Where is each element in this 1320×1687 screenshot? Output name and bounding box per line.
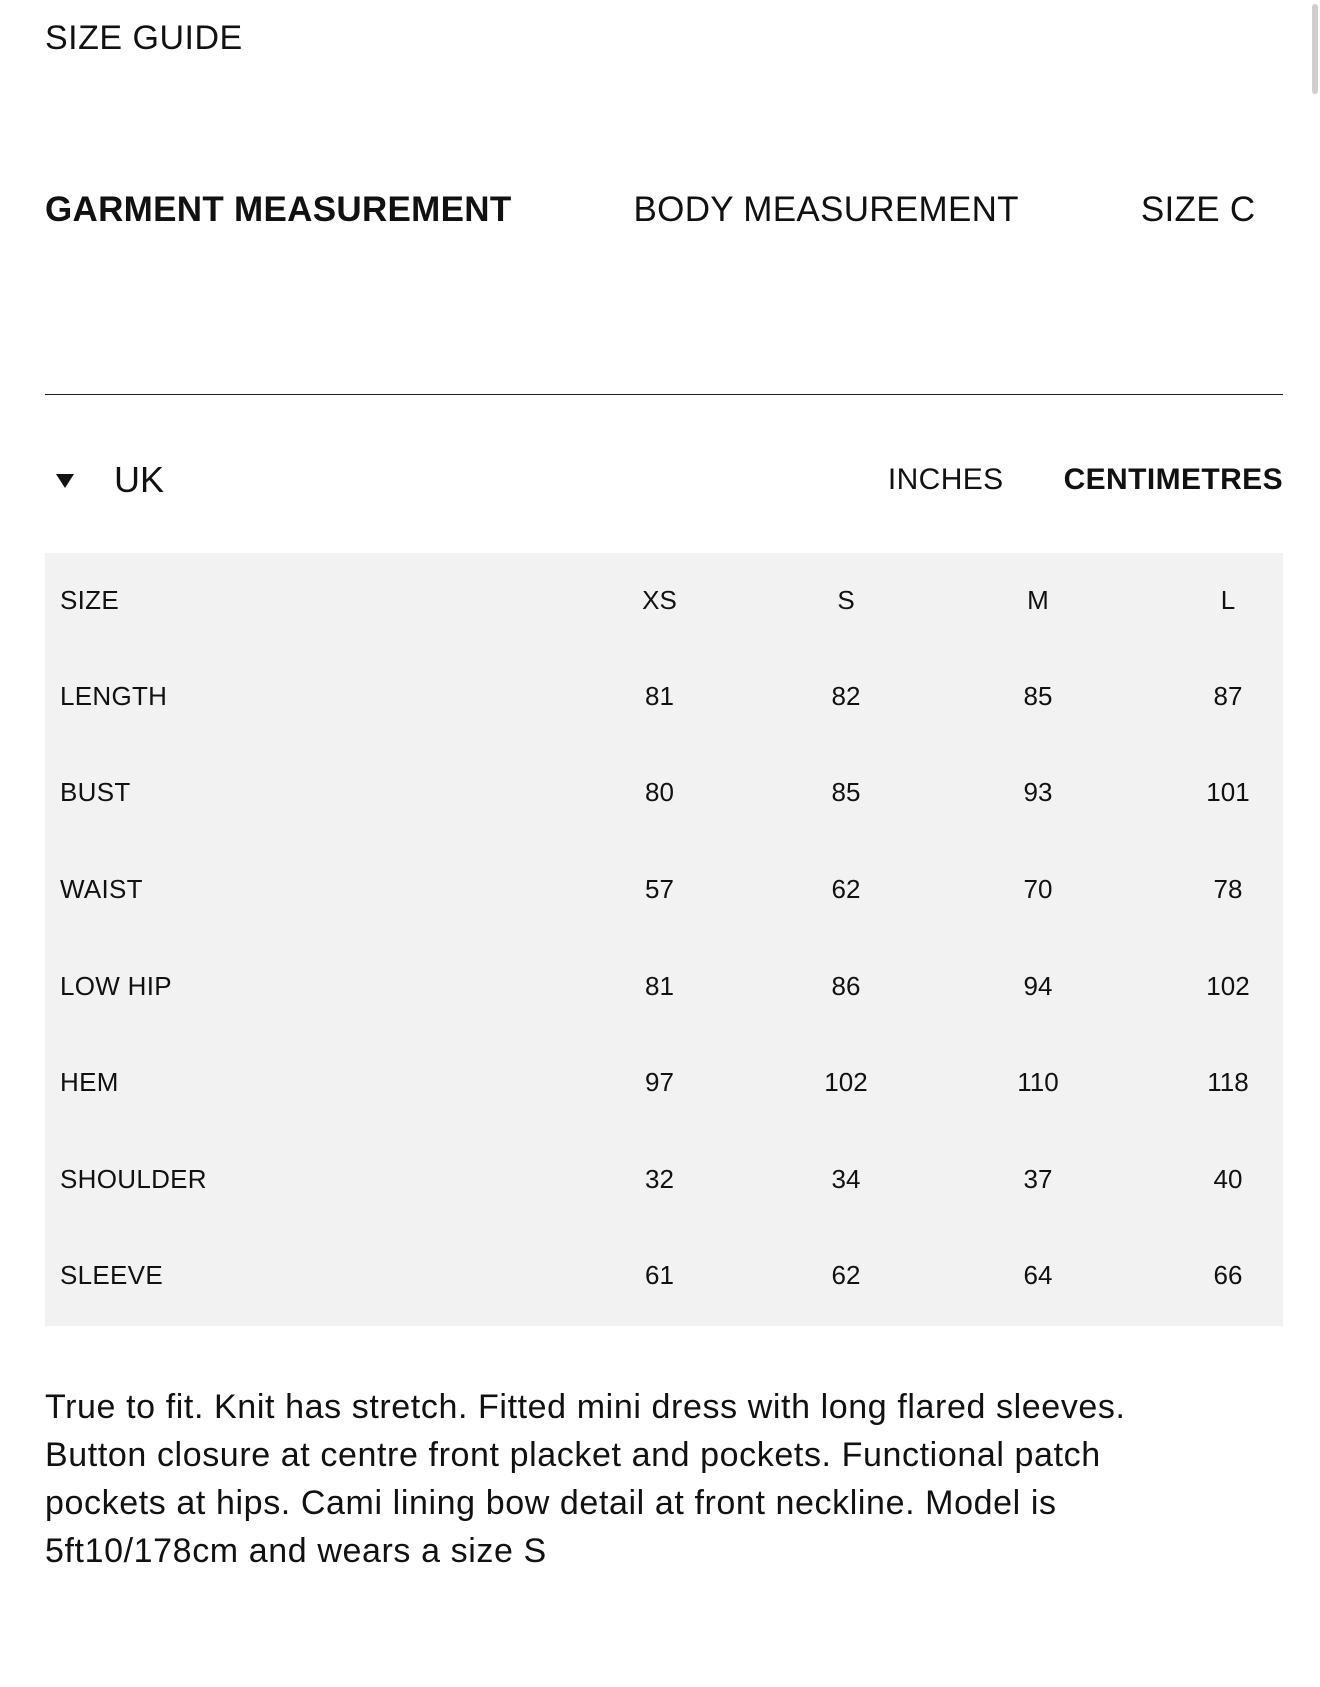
- table-cell: 81: [645, 680, 674, 711]
- table-row: [45, 745, 1283, 842]
- table-cell: 87: [1213, 680, 1243, 711]
- table-cell: 80: [645, 777, 674, 808]
- caret-down-icon: [56, 474, 74, 488]
- size-table: [45, 553, 1283, 1326]
- table-cell: 85: [1023, 680, 1053, 711]
- scrollbar-thumb[interactable]: [1312, 4, 1318, 94]
- table-cell: 94: [1023, 970, 1053, 1001]
- table-cell: 102: [824, 1067, 868, 1098]
- table-cell: 61: [645, 1260, 674, 1291]
- table-cell: 81: [645, 970, 674, 1001]
- table-cell: 102: [1206, 970, 1250, 1001]
- table-header-cell: XS: [642, 585, 677, 615]
- product-fit-description: True to fit. Knit has stretch. Fitted mini dress with long flared sleeves. Button closure at centre front placket and pockets. Functional patch pockets at hips. Cami lining bow detail at front neckline. Model is 5ft10/178cm and wears a size S: [45, 1388, 1126, 1570]
- row-label: WAIST: [60, 873, 143, 904]
- table-row: [45, 648, 1283, 745]
- unit-centimetres-button[interactable]: CENTIMETRES: [1063, 463, 1283, 496]
- tabs-divider: [45, 394, 1283, 395]
- unit-inches-button[interactable]: INCHES: [887, 463, 1004, 496]
- region-label: UK: [114, 459, 165, 500]
- table-header-cell: L: [1220, 585, 1236, 615]
- table-header-cell: SIZE: [60, 585, 119, 615]
- table-row: [45, 841, 1283, 938]
- table-cell: 40: [1213, 1163, 1243, 1194]
- table-cell: 85: [831, 777, 861, 808]
- table-cell: 93: [1023, 777, 1053, 808]
- table-row: [45, 1131, 1283, 1228]
- scrollbar[interactable]: [1310, 0, 1320, 100]
- table-cell: 78: [1213, 873, 1243, 904]
- table-cell: 101: [1206, 777, 1250, 808]
- tab-size-conversion[interactable]: SIZE C: [1140, 190, 1256, 229]
- tab-garment-measurement[interactable]: GARMENT MEASUREMENT: [45, 190, 512, 229]
- table-cell: 37: [1023, 1163, 1053, 1194]
- table-row: [45, 938, 1283, 1035]
- table-cell: 70: [1023, 873, 1053, 904]
- row-label: LENGTH: [60, 680, 168, 711]
- row-label: BUST: [60, 777, 131, 808]
- tab-body-measurement[interactable]: BODY MEASUREMENT: [633, 190, 1019, 229]
- table-row: [45, 1228, 1283, 1325]
- table-cell: 66: [1213, 1260, 1243, 1291]
- table-header-cell: S: [837, 585, 855, 615]
- table-cell: 62: [831, 873, 861, 904]
- region-selector[interactable]: [56, 455, 164, 505]
- row-label: LOW HIP: [60, 970, 172, 1001]
- table-row: [45, 1034, 1283, 1131]
- table-cell: 86: [831, 970, 861, 1001]
- table-cell: 97: [645, 1067, 674, 1098]
- table-cell: 32: [645, 1163, 674, 1194]
- table-header-row: [45, 553, 1283, 648]
- table-cell: 118: [1207, 1067, 1249, 1098]
- table-cell: 57: [645, 873, 674, 904]
- table-cell: 34: [831, 1163, 861, 1194]
- row-label: SHOULDER: [60, 1163, 207, 1194]
- table-cell: 62: [831, 1260, 861, 1291]
- measurement-tabs: [45, 185, 1283, 235]
- row-label: HEM: [60, 1067, 119, 1098]
- row-label: SLEEVE: [60, 1260, 163, 1291]
- unit-toggle: [888, 458, 1283, 502]
- table-cell: 110: [1017, 1067, 1059, 1098]
- table-cell: 64: [1023, 1260, 1053, 1291]
- page-title: SIZE GUIDE: [45, 19, 243, 57]
- table-cell: 82: [831, 680, 861, 711]
- table-header-cell: M: [1027, 585, 1049, 615]
